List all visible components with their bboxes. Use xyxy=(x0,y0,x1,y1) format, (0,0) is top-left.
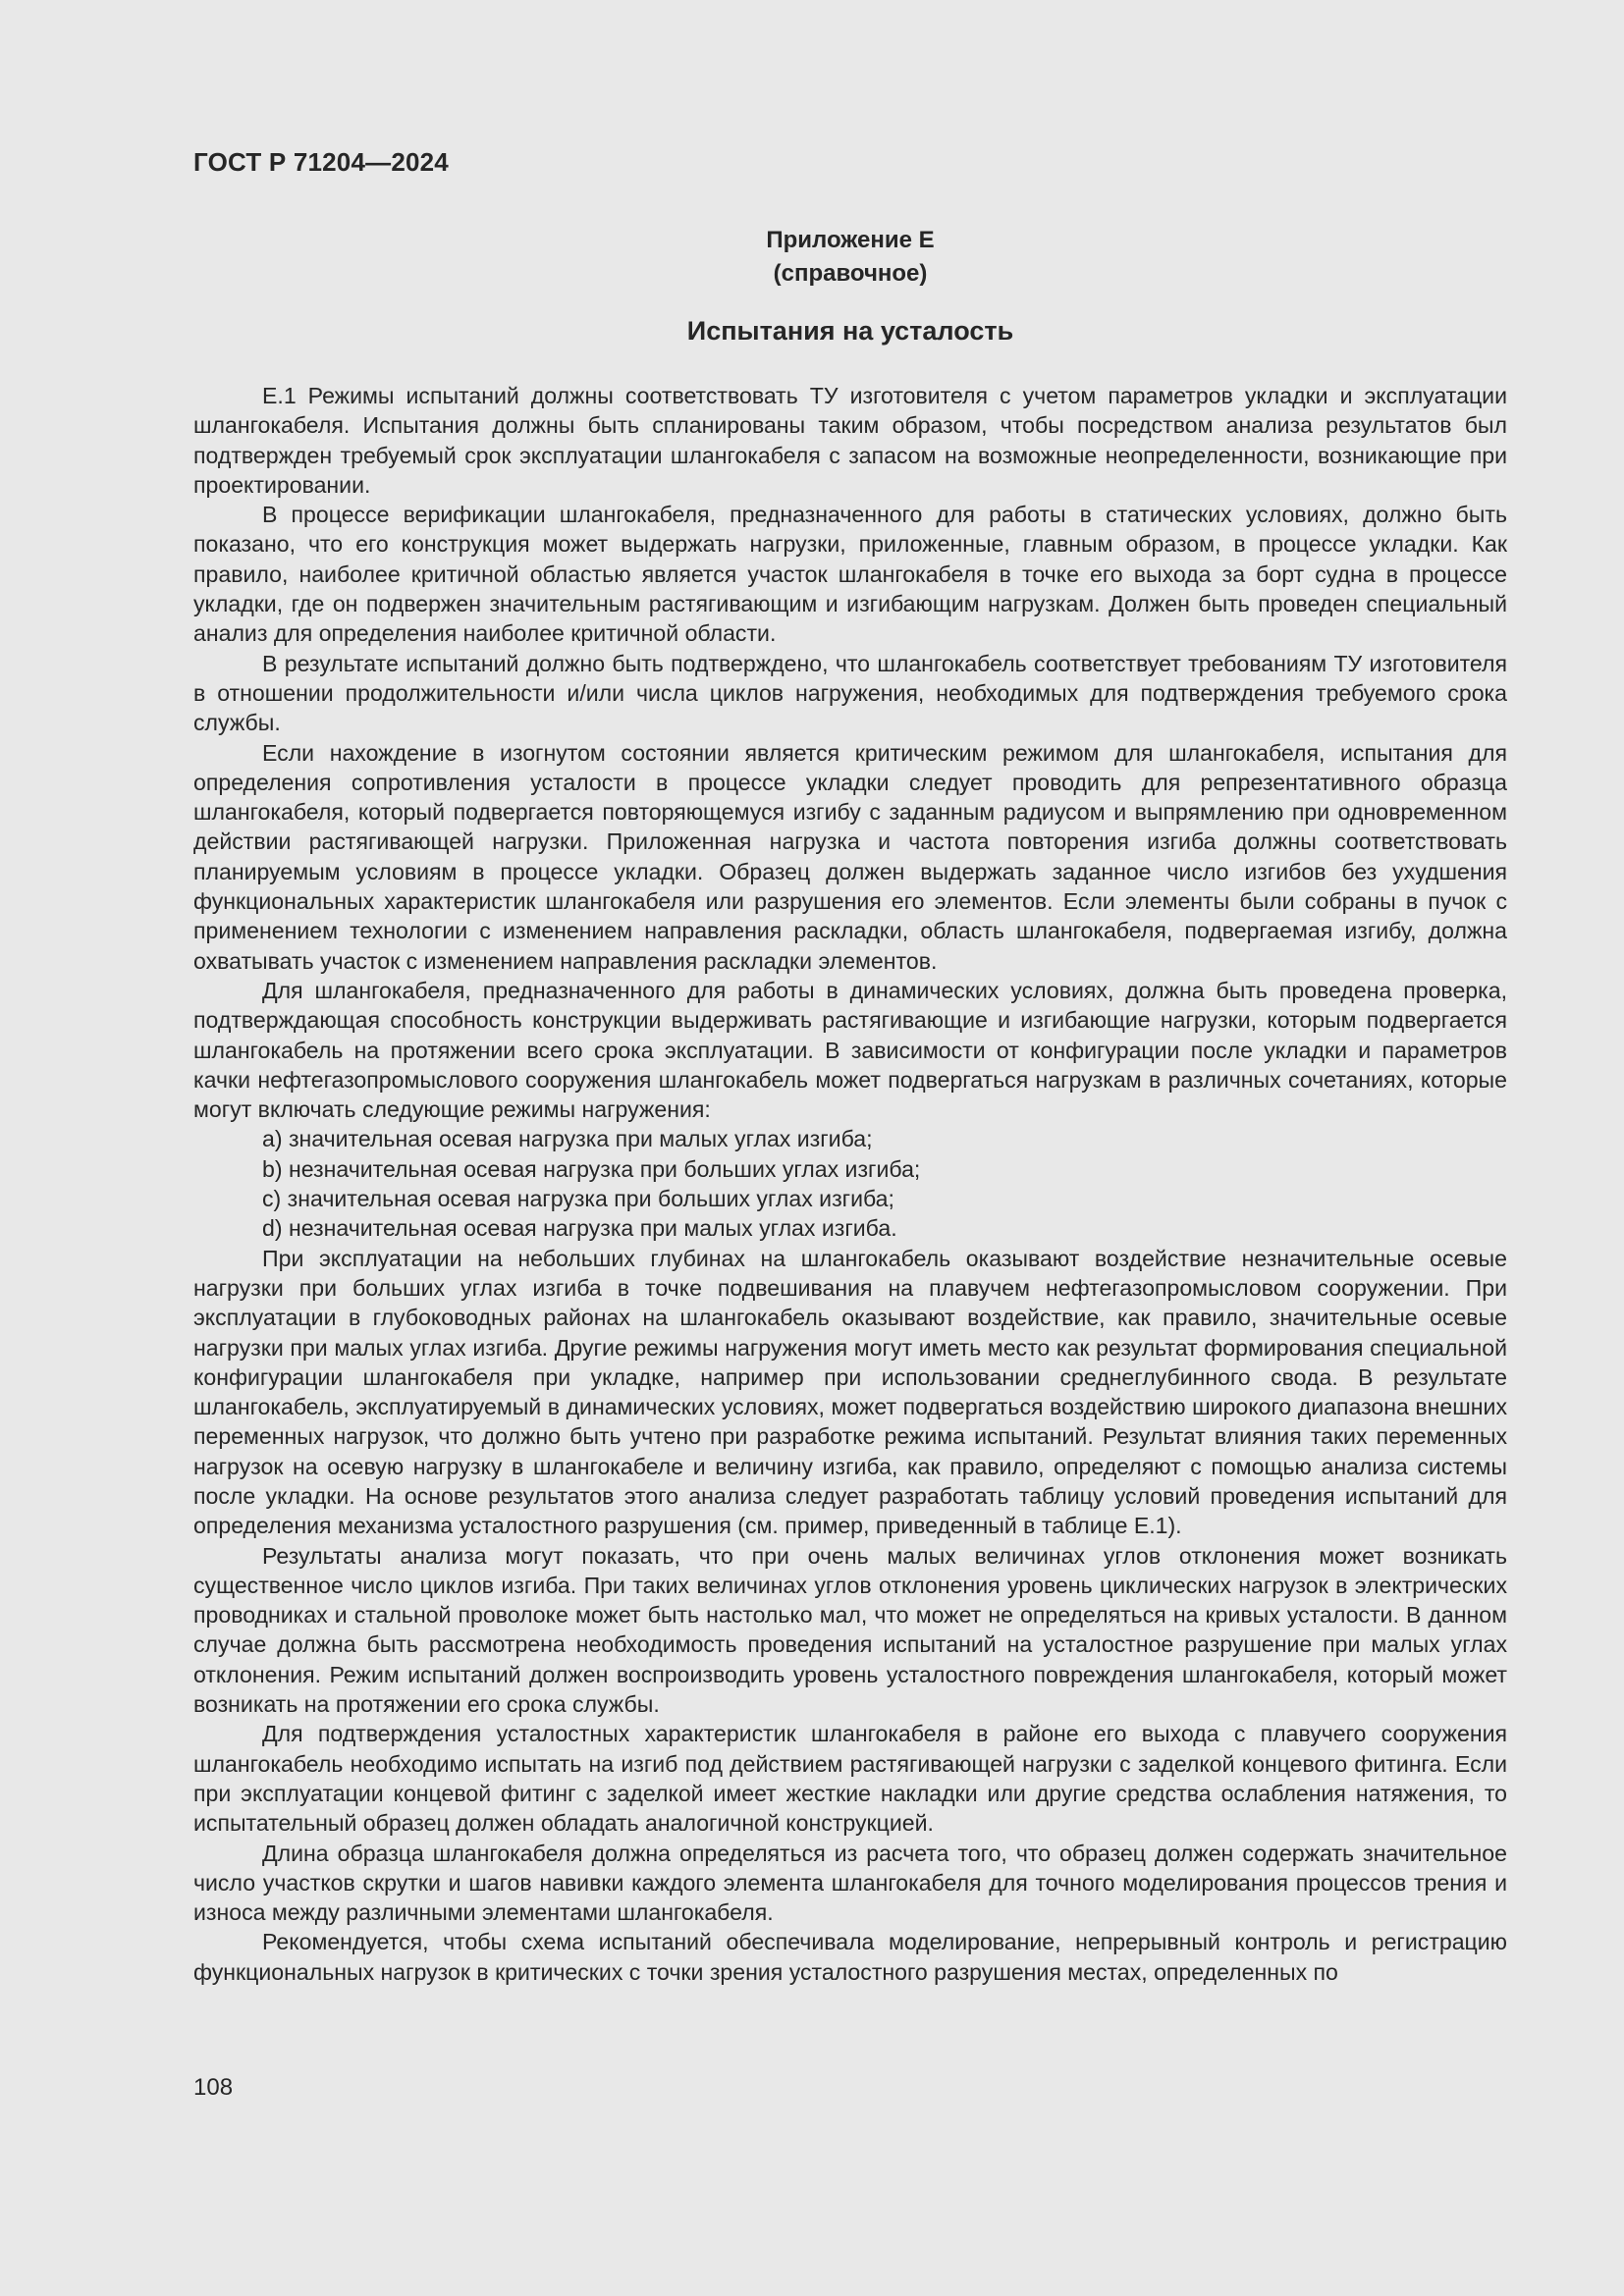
paragraph-test-scheme: Рекомендуется, чтобы схема испытаний обеспечивала моделирование, непрерывный контроль и регистрацию функциональных нагрузок в критических с точки зрения усталостного разрушения местах, определенных по xyxy=(193,1929,1507,1985)
appendix-label: Приложение Е xyxy=(766,227,935,253)
appendix-kind: (справочное) xyxy=(773,260,928,287)
appendix-heading xyxy=(193,224,1507,291)
list-item-a: a) значительная осевая нагрузка при малых углах изгиба; xyxy=(262,1126,873,1152)
paragraph-end-fitting: Для подтверждения усталостных характеристик шлангокабеля в районе его выхода с плавучего сооружения шлангокабель необходимо испытать на изгиб под действием растягивающей нагрузки с заделкой концевого фитинга. Если при эксплуатации концевой фитинг с заделкой имеет жесткие накладки или другие средства ослабления натяжения, то испытательный образец должен обладать аналогичной конструкцией. xyxy=(193,1721,1507,1837)
list-item-d: d) незначительная осевая нагрузка при малых углах изгиба. xyxy=(262,1215,897,1242)
paragraph-bending-mode: Если нахождение в изогнутом состоянии является критическим режимом для шлангокабеля, испытания для определения сопротивления усталости в процессе укладки следует проводить для репрезентативного образца шлангокабеля, который подвергается повторяющемуся изгибу с заданным радиусом и выпрямлению при одновременном действии растягивающей нагрузки. Приложенная нагрузка и частота повторения изгиба должны соответствовать планируемым условиям в процессе укладки. Образец должен выдержать заданное число изгибов без ухудшения функциональных характеристик шлангокабеля или разрушения его элементов. Если элементы были собраны в пучок с применением технологии с изменением направления раскладки, область шлангокабеля, подвергаемая изгибу, должна охватывать участок с изменением направления раскладки элементов. xyxy=(193,739,1507,974)
document-code-header: ГОСТ Р 71204—2024 xyxy=(193,147,449,177)
paragraph-static-verification: В процессе верификации шлангокабеля, предназначенного для работы в статических условиях, должно быть показано, что его конструкция может выдержать нагрузки, приложенные, главным образом, в процессе укладки. Как правило, наиболее критичной областью является участок шлангокабеля в точке его выхода за борт судна в процессе укладки, где он подвержен значительным растягивающим и изгибающим нагрузкам. Должен быть проведен специальный анализ для определения наиболее критичной области. xyxy=(193,502,1507,647)
paragraph-dynamic-conditions: Для шлангокабеля, предназначенного для работы в динамических условиях, должна быть проведена проверка, подтверждающая способность конструкции выдерживать растягивающие и изгибающие нагрузки, которым подвергается шлангокабель на протяжении всего срока эксплуатации. В зависимости от конфигурации после укладки и параметров качки нефтегазопромыслового сооружения шлангокабель может подвергаться нагрузкам в различных сочетаниях, которые могут включать следующие режимы нагружения: xyxy=(193,977,1507,1123)
page-number: 108 xyxy=(193,2074,234,2101)
paragraph-e1: Е.1 Режимы испытаний должны соответствовать ТУ изготовителя с учетом параметров укладки и эксплуатации шлангокабеля. Испытания должны быть спланированы таким образом, чтобы посредством анализа результатов был подтвержден требуемый срок эксплуатации шлангокабеля с запасом на возможные неопределенности, возникающие при проектировании. xyxy=(193,383,1507,498)
list-item-c: c) значительная осевая нагрузка при больших углах изгиба; xyxy=(262,1186,894,1212)
paragraph-shallow-deep-water: При эксплуатации на небольших глубинах на шлангокабель оказывают воздействие незначительные осевые нагрузки при больших углах изгиба в точке подвешивания на плавучем нефтегазопромысловом сооружении. При эксплуатации в глубоководных районах на шлангокабель оказывают воздействие, как правило, значительные осевые нагрузки при малых углах изгиба. Другие режимы нагружения могут иметь место как результат формирования специальной конфигурации шлангокабеля при укладке, например при использовании среднеглубинного свода. В результате шлангокабель, эксплуатируемый в динамических условиях, может подвергаться воздействию широкого диапазона внешних переменных нагрузок, что должно быть учтено при разработке режима испытаний. Результат влияния таких переменных нагрузок на осевую нагрузку в шлангокабеле и величину изгиба, как правило, определяют с помощью анализа системы после укладки. На основе результатов этого анализа следует разработать таблицу условий проведения испытаний для определения механизма усталостного разрушения (см. пример, приведенный в таблице Е.1). xyxy=(193,1245,1507,1539)
paragraph-sample-length: Длина образца шлангокабеля должна определяться из расчета того, что образец должен содержать значительное число участков скрутки и шагов навивки каждого элемента шлангокабеля для точного моделирования процессов трения и износа между различными элементами шлангокабеля. xyxy=(193,1840,1507,1926)
list-item-b: b) незначительная осевая нагрузка при больших углах изгиба; xyxy=(262,1155,921,1182)
appendix-title: Испытания на усталость xyxy=(686,316,1014,346)
document-body xyxy=(193,381,1507,1987)
paragraph-test-results: В результате испытаний должно быть подтверждено, что шлангокабель соответствует требованиям ТУ изготовителя в отношении продолжительности и/или числа циклов нагружения, необходимых для подтверждения требуемого срока службы. xyxy=(193,650,1507,736)
paragraph-small-angles: Результаты анализа могут показать, что при очень малых величинах углов отклонения может возникать существенное число циклов изгиба. При таких величинах углов отклонения уровень циклических нагрузок в электрических проводниках и стальной проволоке может быть настолько мал, что может не определяться на кривых усталости. В данном случае должна быть рассмотрена необходимость проведения испытаний на усталостное разрушение при малых углах отклонения. Режим испытаний должен воспроизводить уровень усталостного повреждения шлангокабеля, который может возникать на протяжении его срока службы. xyxy=(193,1542,1507,1718)
